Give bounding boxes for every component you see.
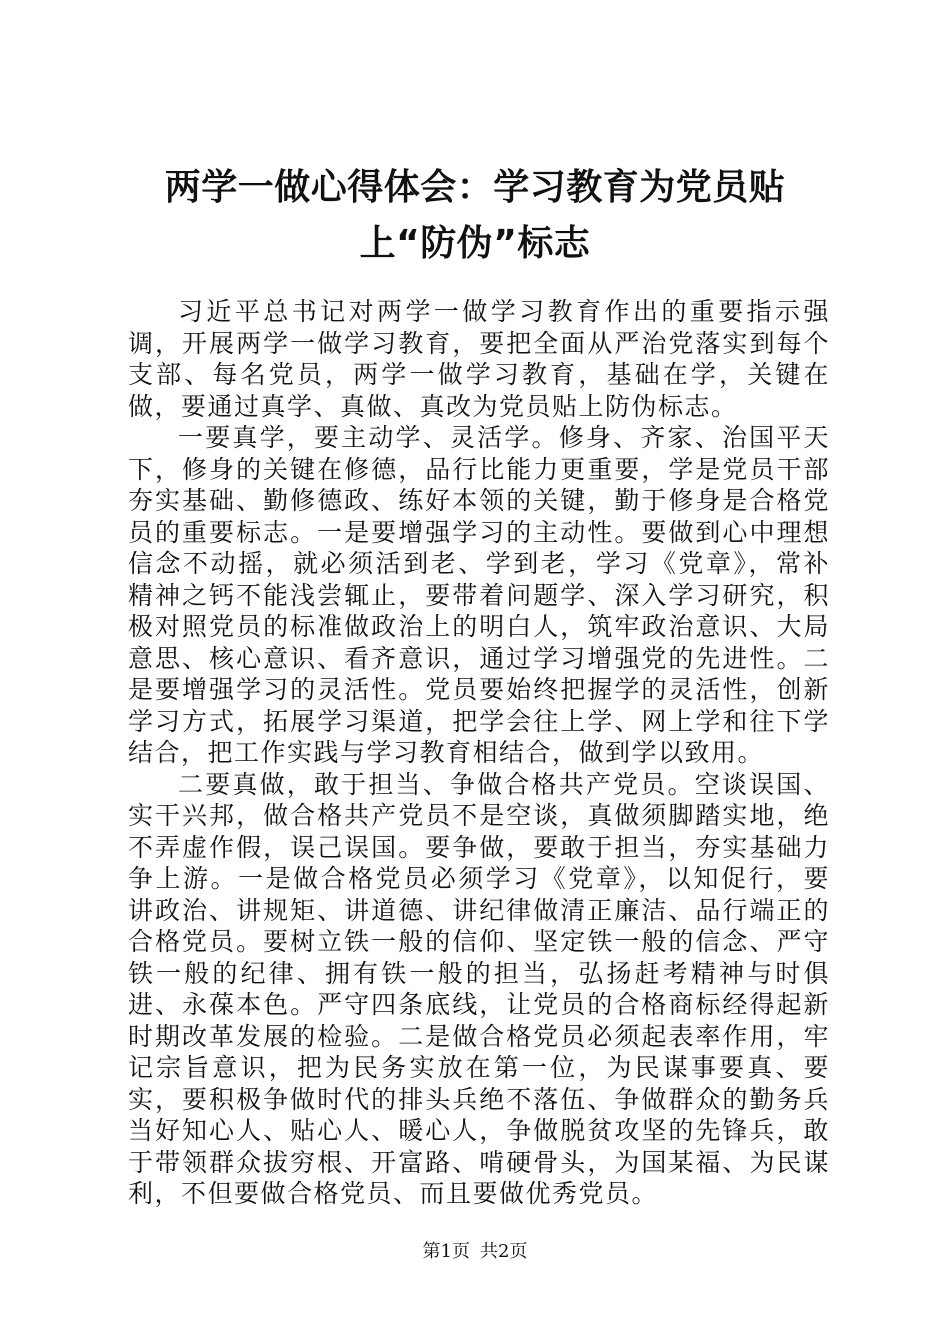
page-number: 第1页 (422, 1241, 470, 1262)
document-body (128, 296, 830, 1210)
page-footer (0, 1240, 950, 1264)
paragraph-intro: 习近平总书记对两学一做学习教育作出的重要指示强调，开展两学一做学习教育，要把全面从严治党落实到每个支部、每名党员，两学一做学习教育，基础在学，关键在做，要通过真学、真做、真改为党员贴上防伪标志。 (128, 297, 830, 421)
paragraph-study: 一要真学，要主动学、灵活学。修身、齐家、治国平天下，修身的关键在修德，品行比能力更重要，学是党员干部夯实基础、勤修德政、练好本领的关键，勤于修身是合格党员的重要标志。一是要增强学习的主动性。要做到心中理想信念不动摇，就必须活到老、学到老，学习《党章》，常补精神之钙不能浅尝辄止，要带着问题学、深入学习研究，积极对照党员的标准做政治上的明白人，筑牢政治意识、大局意思、核心意识、看齐意识，通过学习增强党的先进性。二是要增强学习的灵活性。党员要始终把握学的灵活性，创新学习方式，拓展学习渠道，把学会往上学、网上学和往下学结合，把工作实践与学习教育相结合，做到学以致用。 (128, 423, 830, 767)
page-total: 共2页 (480, 1241, 528, 1262)
document-title: 两学一做心得体会：学习教育为党员贴上“防伪”标志 (164, 167, 786, 264)
paragraph-practice: 二要真做，敢于担当、争做合格共产党员。空谈误国、实干兴邦，做合格共产党员不是空谈，真做须脚踏实地，绝不弄虚作假，误己误国。要争做，要敢于担当，夯实基础力争上游。一是做合格党员必须学习《党章》，以知促行，要讲政治、讲规矩、讲道德、讲纪律做清正廉洁、品行端正的合格党员。要树立铁一般的信仰、坚定铁一般的信念、严守铁一般的纪律、拥有铁一般的担当，弘扬赶考精神与时俱进、永葆本色。严守四条底线，让党员的合格商标经得起新时期改革发展的检验。二是做合格党员必须起表率作用，牢记宗旨意识，把为民务实放在第一位，为民谋事要真、要实，要积极争做时代的排头兵绝不落伍、争做群众的勤务兵当好知心人、贴心人、暖心人，争做脱贫攻坚的先锋兵，敢于带领群众拔穷根、开富路、啃硬骨头，为国某福、为民谋利，不但要做合格党员、而且要做优秀党员。 (128, 769, 830, 1208)
